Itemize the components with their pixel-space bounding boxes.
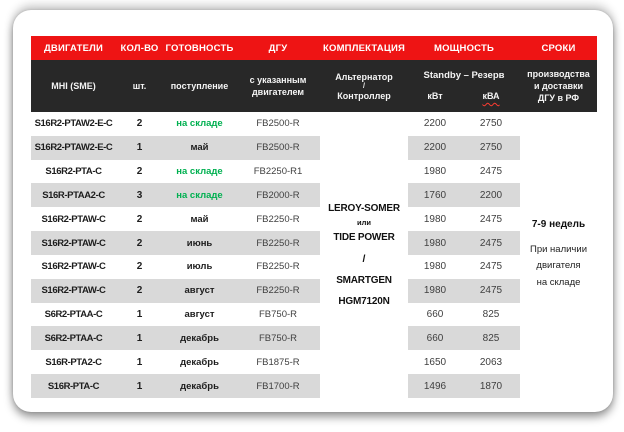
dgu-model-cell: FB2250-R: [256, 213, 300, 225]
readiness-cell: декабрь: [180, 332, 219, 344]
power-row: [408, 160, 520, 184]
kva-cell: 2475: [479, 166, 503, 178]
power-row: [408, 279, 520, 303]
qty-cell: 1: [136, 142, 143, 154]
equipment-controller-brand: SMARTGEN: [336, 274, 392, 286]
kw-cell: 660: [426, 309, 444, 321]
dgu-offer-table: [31, 36, 597, 398]
engine-model-cell: S16R-PTAA2-C: [42, 189, 105, 201]
subheader-terms-line3: ДГУ в РФ: [537, 93, 580, 103]
subheader-kw: кВт: [427, 91, 443, 101]
engine-model-cell: S16R2-PTAW-C: [41, 261, 106, 273]
subheader-dgu: [236, 74, 320, 98]
col-header-power: МОЩНОСТЬ: [433, 42, 495, 54]
terms-merged-cell: [520, 112, 597, 398]
kva-cell: 825: [482, 332, 500, 344]
qty-cell: 2: [136, 213, 143, 225]
subheader-terms: [520, 68, 597, 104]
power-row: [408, 255, 520, 279]
qty-cell: 1: [136, 332, 143, 344]
kw-cell: 2200: [423, 118, 447, 130]
qty-cell: 2: [136, 237, 143, 249]
power-row: [408, 326, 520, 350]
engine-model-cell: S16R-PTA2-C: [45, 356, 102, 368]
readiness-cell: июнь: [186, 237, 213, 249]
terms-note-line3: на складе: [536, 276, 581, 288]
kw-cell: 1650: [423, 356, 447, 368]
engine-model-cell: S16R2-PTAW2-E-C: [34, 118, 113, 130]
dgu-model-cell: FB2250-R: [256, 237, 300, 249]
dgu-model-cell: FB2500-R: [256, 118, 300, 130]
col-header-equipment: КОМПЛЕКТАЦИЯ: [322, 42, 406, 54]
readiness-cell: на складе: [176, 118, 223, 130]
power-row: [408, 374, 520, 398]
table-row: [31, 112, 320, 136]
subheader-alternator: Альтернатор: [335, 71, 393, 82]
kw-cell: 2200: [423, 142, 447, 154]
readiness-cell: август: [184, 309, 215, 321]
equipment-controller-model: HGM7120N: [338, 295, 390, 307]
power-row: [408, 350, 520, 374]
kw-cell: 660: [426, 332, 444, 344]
dgu-model-cell: FB1875-R: [256, 356, 300, 368]
qty-cell: 2: [136, 285, 143, 297]
kw-cell: 1980: [423, 261, 447, 273]
equipment-slash: /: [362, 252, 366, 265]
table-row: [31, 374, 320, 398]
kw-cell: 1980: [423, 213, 447, 225]
table-header-row: [31, 36, 597, 60]
engine-model-cell: S6R2-PTAA-C: [44, 332, 103, 344]
kva-cell: 825: [482, 309, 500, 321]
kva-cell: 2750: [479, 118, 503, 130]
kva-cell: 2475: [479, 285, 503, 297]
kw-cell: 1496: [423, 380, 447, 392]
power-row: [408, 112, 520, 136]
offer-table-card: [13, 10, 613, 412]
subheader-dgu-line2: двигателем: [251, 87, 305, 97]
table-row: [31, 303, 320, 327]
kva-cell: 2475: [479, 237, 503, 249]
table-subheader-row: [31, 60, 597, 112]
engine-model-cell: S16R2-PTAW2-E-C: [34, 142, 113, 154]
terms-note-line1: При наличии: [530, 243, 587, 255]
engine-model-cell: S16R2-PTA-C: [45, 166, 102, 178]
kw-cell: 1760: [423, 189, 447, 201]
dgu-model-cell: FB2250-R1: [253, 166, 303, 178]
dgu-model-cell: FB750-R: [258, 332, 297, 344]
power-row: [408, 231, 520, 255]
subheader-terms-line1: производства: [527, 69, 590, 79]
col-header-engines: ДВИГАТЕЛИ: [43, 42, 104, 54]
qty-cell: 2: [136, 118, 143, 130]
kw-cell: 1980: [423, 166, 447, 178]
subheader-power: [408, 70, 520, 102]
engine-model-cell: S6R2-PTAA-C: [44, 309, 103, 321]
kva-cell: 1870: [479, 380, 503, 392]
terms-duration: 7-9 недель: [531, 218, 586, 230]
col-header-readiness: ГОТОВНОСТЬ: [165, 42, 234, 54]
qty-cell: 1: [136, 356, 143, 368]
power-row: [408, 207, 520, 231]
subheader-engines: MHI (SME): [51, 81, 96, 91]
subheader-controller: Контроллер: [337, 90, 391, 101]
col-header-terms: СРОКИ: [541, 42, 576, 54]
table-row: [31, 183, 320, 207]
subheader-slash: /: [363, 82, 365, 90]
table-row: [31, 160, 320, 184]
body-left-segment: [31, 112, 320, 398]
table-body: [31, 112, 597, 398]
dgu-model-cell: FB2250-R: [256, 261, 300, 273]
subheader-kva: кВА: [482, 91, 500, 101]
power-row: [408, 303, 520, 327]
kw-cell: 1980: [423, 237, 447, 249]
subheader-standby: Standby – Резерв: [423, 70, 505, 81]
readiness-cell: декабрь: [180, 380, 219, 392]
qty-cell: 1: [136, 380, 143, 392]
dgu-model-cell: FB2000-R: [256, 189, 300, 201]
qty-cell: 2: [136, 261, 143, 273]
subheader-readiness: поступление: [170, 81, 229, 91]
readiness-cell: декабрь: [180, 356, 219, 368]
readiness-cell: на складе: [176, 189, 223, 201]
readiness-cell: на складе: [176, 166, 223, 178]
equipment-merged-cell: [320, 112, 408, 398]
subheader-qty: шт.: [132, 81, 147, 91]
col-header-dgu: ДГУ: [268, 42, 288, 54]
table-row: [31, 279, 320, 303]
dgu-model-cell: FB2500-R: [256, 142, 300, 154]
equipment-or-label: или: [357, 217, 371, 227]
table-row: [31, 350, 320, 374]
power-row: [408, 136, 520, 160]
kva-cell: 2200: [479, 189, 503, 201]
qty-cell: 1: [136, 309, 143, 321]
subheader-dgu-line1: с указанным: [249, 75, 307, 85]
equipment-alternator-brand-1: LEROY-SOMER: [328, 202, 400, 214]
dgu-model-cell: FB1700-R: [256, 380, 300, 392]
readiness-cell: май: [190, 142, 209, 154]
body-power-segment: [408, 112, 520, 398]
table-row: [31, 326, 320, 350]
kva-cell: 2750: [479, 142, 503, 154]
readiness-cell: август: [184, 285, 215, 297]
equipment-alternator-brand-2: TIDE POWER: [333, 231, 395, 243]
engine-model-cell: S16R2-PTAW-C: [41, 285, 106, 297]
terms-note-line2: двигателя: [536, 260, 581, 272]
table-row: [31, 207, 320, 231]
kva-cell: 2063: [479, 356, 503, 368]
readiness-cell: май: [190, 213, 209, 225]
table-row: [31, 231, 320, 255]
table-row: [31, 136, 320, 160]
engine-model-cell: S16R2-PTAW-C: [41, 213, 106, 225]
subheader-terms-line2: и доставки: [533, 81, 584, 91]
col-header-qty: КОЛ-ВО: [120, 42, 159, 54]
qty-cell: 3: [136, 189, 143, 201]
readiness-cell: июль: [186, 261, 213, 273]
kva-cell: 2475: [479, 261, 503, 273]
kw-cell: 1980: [423, 285, 447, 297]
dgu-model-cell: FB2250-R: [256, 285, 300, 297]
engine-model-cell: S16R-PTA-C: [47, 380, 100, 392]
power-row: [408, 183, 520, 207]
table-row: [31, 255, 320, 279]
engine-model-cell: S16R2-PTAW-C: [41, 237, 106, 249]
subheader-equipment: [320, 71, 408, 102]
dgu-model-cell: FB750-R: [258, 309, 297, 321]
kva-cell: 2475: [479, 213, 503, 225]
qty-cell: 2: [136, 166, 143, 178]
